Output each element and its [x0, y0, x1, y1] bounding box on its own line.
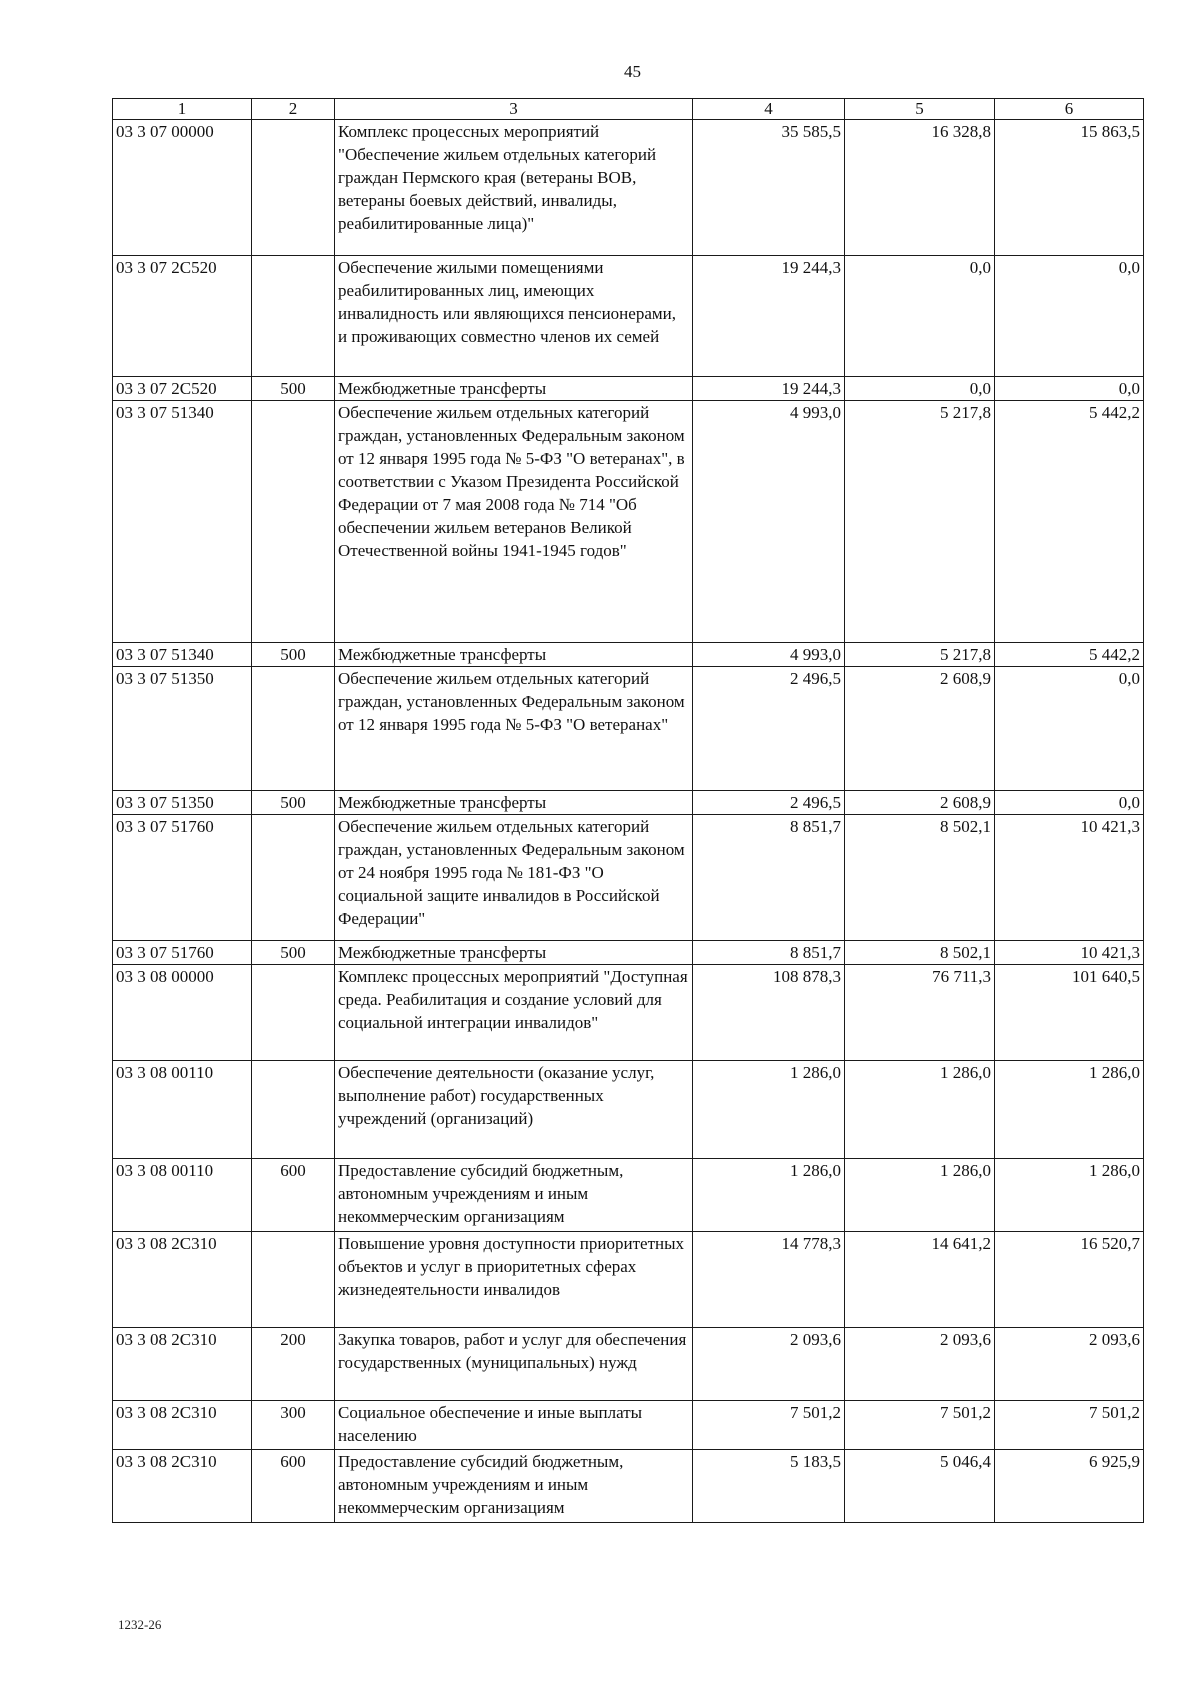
expense-type-cell: 500: [252, 643, 335, 667]
table-row: [113, 1159, 1144, 1232]
amount-cell-col5: 8 502,1: [845, 815, 995, 941]
budget-table: [112, 98, 1144, 1523]
item-name-cell: Обеспечение жильем отдельных категорий граждан, установленных Федеральным законом от 24 ноября 1995 года № 181-ФЗ "О социальной защите инвалидов в Российской Федерации": [335, 815, 693, 941]
target-code-cell: 03 3 08 00000: [113, 965, 252, 1061]
expense-type-cell: 500: [252, 791, 335, 815]
table-row: [113, 377, 1144, 401]
amount-cell-col4: 4 993,0: [693, 643, 845, 667]
column-header: 4: [693, 99, 845, 120]
expense-type-cell: [252, 401, 335, 643]
item-name-cell: Обеспечение деятельности (оказание услуг, выполнение работ) государственных учреждений (организаций): [335, 1061, 693, 1159]
target-code-cell: 03 3 08 2С310: [113, 1328, 252, 1401]
amount-cell-col5: 2 608,9: [845, 791, 995, 815]
item-name-cell: Предоставление субсидий бюджетным, автономным учреждениям и иным некоммерческим организациям: [335, 1159, 693, 1232]
expense-type-cell: 300: [252, 1401, 335, 1450]
amount-cell-col4: 2 093,6: [693, 1328, 845, 1401]
table-row: [113, 965, 1144, 1061]
amount-cell-col5: 14 641,2: [845, 1232, 995, 1328]
amount-cell-col6: 7 501,2: [995, 1401, 1144, 1450]
table-row: [113, 791, 1144, 815]
amount-cell-col6: 5 442,2: [995, 401, 1144, 643]
amount-cell-col4: 2 496,5: [693, 791, 845, 815]
amount-cell-col5: 8 502,1: [845, 941, 995, 965]
amount-cell-col6: 101 640,5: [995, 965, 1144, 1061]
expense-type-cell: 600: [252, 1450, 335, 1523]
amount-cell-col6: 1 286,0: [995, 1159, 1144, 1232]
item-name-cell: Комплекс процессных мероприятий "Доступная среда. Реабилитация и создание условий для социальной интеграции инвалидов": [335, 965, 693, 1061]
table-row: [113, 1232, 1144, 1328]
page-number: 45: [624, 62, 641, 81]
amount-cell-col4: 19 244,3: [693, 377, 845, 401]
document-footer-code: 1232-26: [118, 1617, 162, 1632]
amount-cell-col4: 8 851,7: [693, 941, 845, 965]
item-name-cell: Обеспечение жильем отдельных категорий граждан, установленных Федеральным законом от 12 января 1995 года № 5-ФЗ "О ветеранах": [335, 667, 693, 791]
item-name-cell: Межбюджетные трансферты: [335, 941, 693, 965]
amount-cell-col6: 10 421,3: [995, 941, 1144, 965]
table-row: [113, 120, 1144, 256]
column-header: 1: [113, 99, 252, 120]
amount-cell-col6: 1 286,0: [995, 1061, 1144, 1159]
target-code-cell: 03 3 07 51760: [113, 941, 252, 965]
expense-type-cell: 600: [252, 1159, 335, 1232]
amount-cell-col5: 76 711,3: [845, 965, 995, 1061]
target-code-cell: 03 3 07 00000: [113, 120, 252, 256]
table-row: [113, 1401, 1144, 1450]
amount-cell-col6: 0,0: [995, 377, 1144, 401]
expense-type-cell: 200: [252, 1328, 335, 1401]
amount-cell-col4: 108 878,3: [693, 965, 845, 1061]
amount-cell-col4: 1 286,0: [693, 1061, 845, 1159]
item-name-cell: Межбюджетные трансферты: [335, 643, 693, 667]
item-name-cell: Обеспечение жильем отдельных категорий граждан, установленных Федеральным законом от 12 января 1995 года № 5-ФЗ "О ветеранах", в соответствии с Указом Президента Российской Федерации от 7 мая 2008 года № 714 "Об обеспечении жильем ветеранов Великой Отечественной войны 1941-1945 годов": [335, 401, 693, 643]
item-name-cell: Межбюджетные трансферты: [335, 377, 693, 401]
column-header: 3: [335, 99, 693, 120]
amount-cell-col5: 7 501,2: [845, 1401, 995, 1450]
item-name-cell: Предоставление субсидий бюджетным, автономным учреждениям и иным некоммерческим организациям: [335, 1450, 693, 1523]
item-name-cell: Межбюджетные трансферты: [335, 791, 693, 815]
target-code-cell: 03 3 08 2С310: [113, 1232, 252, 1328]
item-name-cell: Повышение уровня доступности приоритетных объектов и услуг в приоритетных сферах жизнедеятельности инвалидов: [335, 1232, 693, 1328]
amount-cell-col6: 16 520,7: [995, 1232, 1144, 1328]
amount-cell-col6: 10 421,3: [995, 815, 1144, 941]
column-number-row: [113, 99, 1144, 120]
amount-cell-col5: 5 046,4: [845, 1450, 995, 1523]
amount-cell-col4: 5 183,5: [693, 1450, 845, 1523]
item-name-cell: Обеспечение жилыми помещениями реабилитированных лиц, имеющих инвалидность или являющихся пенсионерами, и проживающих совместно членов их семей: [335, 256, 693, 377]
amount-cell-col6: 0,0: [995, 791, 1144, 815]
target-code-cell: 03 3 07 2С520: [113, 377, 252, 401]
amount-cell-col6: 15 863,5: [995, 120, 1144, 256]
table-row: [113, 401, 1144, 643]
amount-cell-col4: 8 851,7: [693, 815, 845, 941]
amount-cell-col6: 2 093,6: [995, 1328, 1144, 1401]
amount-cell-col5: 0,0: [845, 377, 995, 401]
target-code-cell: 03 3 07 51760: [113, 815, 252, 941]
target-code-cell: 03 3 07 51350: [113, 791, 252, 815]
expense-type-cell: [252, 1232, 335, 1328]
amount-cell-col5: 1 286,0: [845, 1159, 995, 1232]
amount-cell-col5: 1 286,0: [845, 1061, 995, 1159]
amount-cell-col4: 2 496,5: [693, 667, 845, 791]
expense-type-cell: [252, 965, 335, 1061]
target-code-cell: 03 3 07 2С520: [113, 256, 252, 377]
expense-type-cell: 500: [252, 377, 335, 401]
expense-type-cell: [252, 120, 335, 256]
expense-type-cell: [252, 815, 335, 941]
target-code-cell: 03 3 07 51340: [113, 401, 252, 643]
amount-cell-col5: 2 093,6: [845, 1328, 995, 1401]
table-row: [113, 1328, 1144, 1401]
amount-cell-col6: 6 925,9: [995, 1450, 1144, 1523]
column-header: 6: [995, 99, 1144, 120]
target-code-cell: 03 3 07 51340: [113, 643, 252, 667]
expense-type-cell: 500: [252, 941, 335, 965]
target-code-cell: 03 3 08 2С310: [113, 1401, 252, 1450]
column-header: 5: [845, 99, 995, 120]
amount-cell-col4: 7 501,2: [693, 1401, 845, 1450]
amount-cell-col4: 1 286,0: [693, 1159, 845, 1232]
amount-cell-col5: 0,0: [845, 256, 995, 377]
amount-cell-col5: 2 608,9: [845, 667, 995, 791]
column-header: 2: [252, 99, 335, 120]
amount-cell-col6: 0,0: [995, 256, 1144, 377]
amount-cell-col5: 16 328,8: [845, 120, 995, 256]
target-code-cell: 03 3 08 2С310: [113, 1450, 252, 1523]
table-row: [113, 1061, 1144, 1159]
target-code-cell: 03 3 08 00110: [113, 1061, 252, 1159]
amount-cell-col6: 5 442,2: [995, 643, 1144, 667]
amount-cell-col4: 4 993,0: [693, 401, 845, 643]
table-row: [113, 1450, 1144, 1523]
amount-cell-col5: 5 217,8: [845, 643, 995, 667]
amount-cell-col4: 19 244,3: [693, 256, 845, 377]
table-row: [113, 815, 1144, 941]
target-code-cell: 03 3 08 00110: [113, 1159, 252, 1232]
expense-type-cell: [252, 667, 335, 791]
item-name-cell: Комплекс процессных мероприятий "Обеспечение жильем отдельных категорий граждан Пермского края (ветераны ВОВ, ветераны боевых действий, инвалиды, реабилитированные лица)": [335, 120, 693, 256]
table-row: [113, 256, 1144, 377]
table-row: [113, 643, 1144, 667]
table-row: [113, 667, 1144, 791]
amount-cell-col4: 35 585,5: [693, 120, 845, 256]
item-name-cell: Закупка товаров, работ и услуг для обеспечения государственных (муниципальных) нужд: [335, 1328, 693, 1401]
expense-type-cell: [252, 1061, 335, 1159]
amount-cell-col5: 5 217,8: [845, 401, 995, 643]
table-row: [113, 941, 1144, 965]
item-name-cell: Социальное обеспечение и иные выплаты населению: [335, 1401, 693, 1450]
amount-cell-col4: 14 778,3: [693, 1232, 845, 1328]
expense-type-cell: [252, 256, 335, 377]
amount-cell-col6: 0,0: [995, 667, 1144, 791]
target-code-cell: 03 3 07 51350: [113, 667, 252, 791]
